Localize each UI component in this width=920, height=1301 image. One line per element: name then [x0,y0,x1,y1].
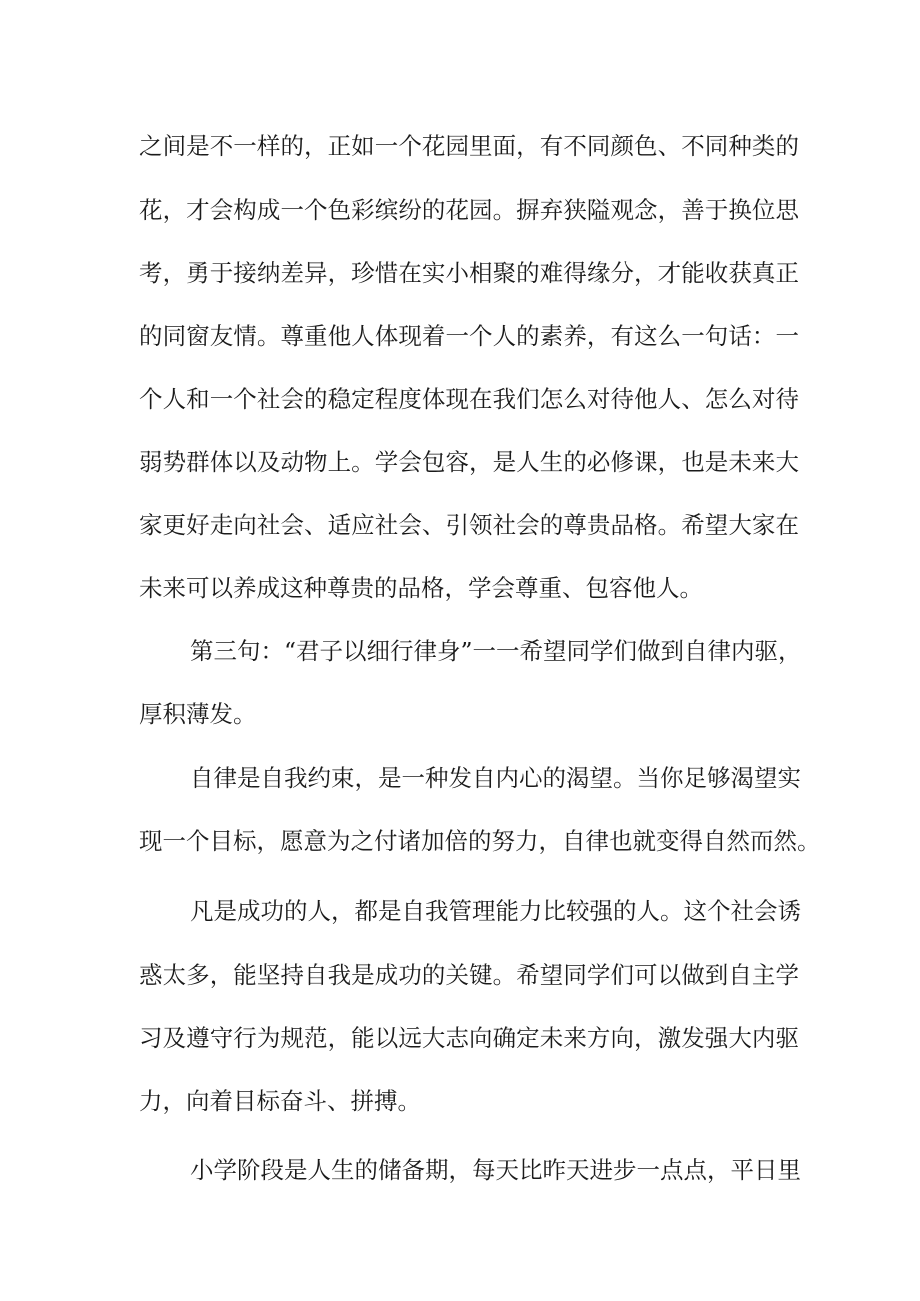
text-line: 之间是不一样的，正如一个花园里面，有不同颜色、不同种类的 [139,132,799,160]
section-heading-line: 第三句：“君子以细行律身”一一希望同学们做到自律内驱， [190,637,802,665]
text-line: 未来可以养成这种尊贵的品格，学会尊重、包容他人。 [139,574,703,602]
text-line: 现一个目标，愿意为之付诸加倍的努力，自律也就变得自然而然。 [139,827,821,855]
text-line: 惑太多，能坚持自我是成功的关键。希望同学们可以做到自主学 [139,961,799,989]
text-line: 弱势群体以及动物上。学会包容，是人生的必修课，也是未来大 [139,448,799,476]
text-line: 考，勇于接纳差异，珍惜在实小相聚的难得缘分，才能收获真正 [139,259,799,287]
text-line: 习及遵守行为规范，能以远大志向确定未来方向，激发强大内驱 [139,1024,799,1052]
text-line: 花，才会构成一个色彩缤纷的花园。摒弃狭隘观念，善于换位思 [139,196,799,224]
text-line: 凡是成功的人，都是自我管理能力比较强的人。这个社会诱 [190,897,801,925]
text-line: 个人和一个社会的稳定程度体现在我们怎么对待他人、怎么对待 [139,385,799,413]
text-line: 自律是自我约束，是一种发自内心的渴望。当你足够渴望实 [190,764,801,792]
section-heading-line: 厚积薄发。 [139,700,257,728]
text-line: 的同窗友情。尊重他人体现着一个人的素养，有这么一句话：一 [139,322,799,350]
text-line: 小学阶段是人生的储备期，每天比昨天进步一点点，平日里 [190,1156,801,1184]
text-line: 力，向着目标奋斗、拼搏。 [139,1087,421,1115]
text-line: 家更好走向社会、适应社会、引领社会的尊贵品格。希望大家在 [139,511,799,539]
